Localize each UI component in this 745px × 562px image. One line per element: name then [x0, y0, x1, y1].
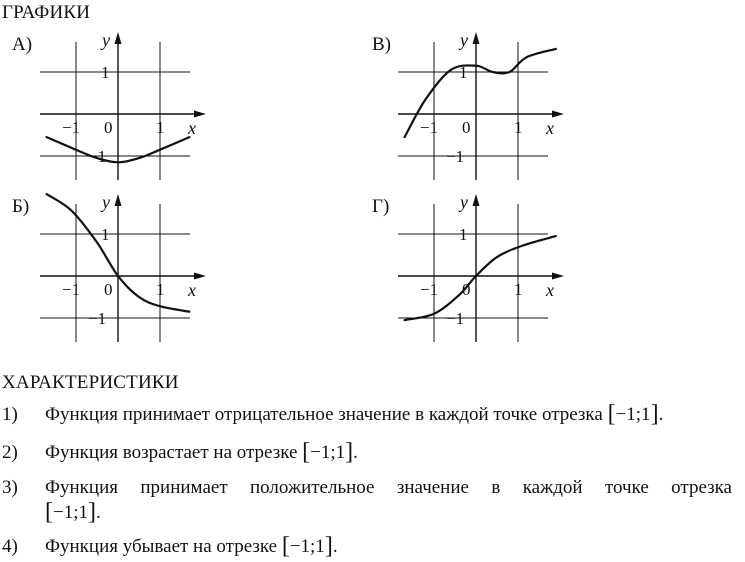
bracket-left: [	[45, 499, 53, 525]
tick-label-y-neg1: −1	[446, 309, 465, 328]
item-punct: .	[96, 502, 101, 523]
bracket-left: [	[607, 401, 616, 427]
item-text-main: Функция принимает отрицательное значение в каждой точке отрезка	[45, 404, 608, 425]
x-axis-label: x	[188, 280, 196, 300]
item-number: 1)	[2, 404, 18, 425]
tick-label-x-neg1: −1	[62, 280, 81, 299]
item-number: 2)	[2, 442, 18, 463]
tick-label-x-1: 1	[514, 280, 523, 299]
bracket-left: [	[281, 533, 290, 559]
x-axis-label: x	[546, 118, 554, 138]
x-axis-arrow	[194, 273, 206, 280]
tick-label-x-neg1: −1	[62, 118, 81, 137]
graphs-heading: ГРАФИКИ	[2, 2, 91, 23]
item-number: 3)	[2, 477, 18, 498]
characteristics-heading: ХАРАКТЕРИСТИКИ	[2, 372, 179, 393]
graph-svg	[398, 192, 568, 342]
tick-label-x-neg1: −1	[420, 118, 439, 137]
item-text	[45, 533, 732, 559]
interval: −1;1	[289, 536, 325, 557]
graph-panel-a	[40, 30, 210, 180]
graph-svg	[40, 30, 210, 180]
panel-label-b: Б)	[12, 196, 30, 217]
interval: −1;1	[53, 502, 88, 523]
tick-label-y-neg1: −1	[88, 147, 107, 166]
x-axis-label: x	[188, 118, 196, 138]
x-axis-arrow	[552, 273, 564, 280]
graph-panel-g	[398, 192, 568, 342]
bracket-right: ]	[324, 533, 333, 559]
y-axis-arrow	[115, 32, 122, 44]
graph-svg	[40, 192, 210, 342]
y-axis-arrow	[473, 32, 480, 44]
y-axis-arrow	[115, 194, 122, 206]
item-text: Функция принимает положительное значение в каждой точке отрезка	[45, 477, 732, 498]
item-text	[45, 499, 732, 525]
x-axis-arrow	[552, 111, 564, 118]
graph-panel-b	[40, 192, 210, 342]
item-number: 4)	[2, 536, 18, 557]
bracket-right: ]	[345, 439, 354, 465]
tick-label-x-neg1: −1	[420, 280, 439, 299]
item-text	[45, 439, 732, 465]
tick-label-x-0: 0	[462, 280, 471, 299]
graph-svg	[398, 30, 568, 180]
tick-label-x-1: 1	[514, 118, 523, 137]
y-axis-arrow	[473, 194, 480, 206]
tick-label-x-0: 0	[462, 118, 471, 137]
interval: −1;1	[310, 442, 346, 463]
x-axis-label: x	[546, 280, 554, 300]
y-axis-label: y	[102, 192, 110, 212]
panel-label-g: Г)	[372, 196, 390, 217]
y-axis-label: y	[102, 30, 110, 50]
function-curve	[405, 236, 556, 320]
tick-label-x-1: 1	[156, 280, 165, 299]
panel-label-a: А)	[12, 34, 33, 55]
item-punct: .	[332, 536, 338, 557]
tick-label-y-1: 1	[459, 63, 468, 82]
y-axis-label: y	[460, 30, 468, 50]
tick-label-x-1: 1	[156, 118, 165, 137]
item-punct: .	[658, 404, 664, 425]
panel-label-v: В)	[372, 34, 391, 55]
x-axis-arrow	[194, 111, 206, 118]
tick-label-y-1: 1	[459, 225, 468, 244]
y-axis-label: y	[460, 192, 468, 212]
tick-label-y-neg1: −1	[446, 147, 465, 166]
item-text-main: Функция возрастает на отрезке	[45, 442, 303, 463]
graph-panel-v	[398, 30, 568, 180]
interval: −1;1	[615, 404, 651, 425]
tick-label-x-0: 0	[104, 280, 113, 299]
bracket-right: ]	[650, 401, 659, 427]
tick-label-x-0: 0	[104, 118, 113, 137]
tick-label-y-1: 1	[101, 63, 110, 82]
item-punct: .	[353, 442, 358, 463]
bracket-right: ]	[88, 499, 96, 525]
bracket-left: [	[302, 439, 311, 465]
item-text	[45, 401, 732, 427]
tick-label-y-1: 1	[101, 225, 110, 244]
item-text-main: Функция убывает на отрезке	[45, 536, 282, 557]
tick-label-y-neg1: −1	[88, 309, 107, 328]
